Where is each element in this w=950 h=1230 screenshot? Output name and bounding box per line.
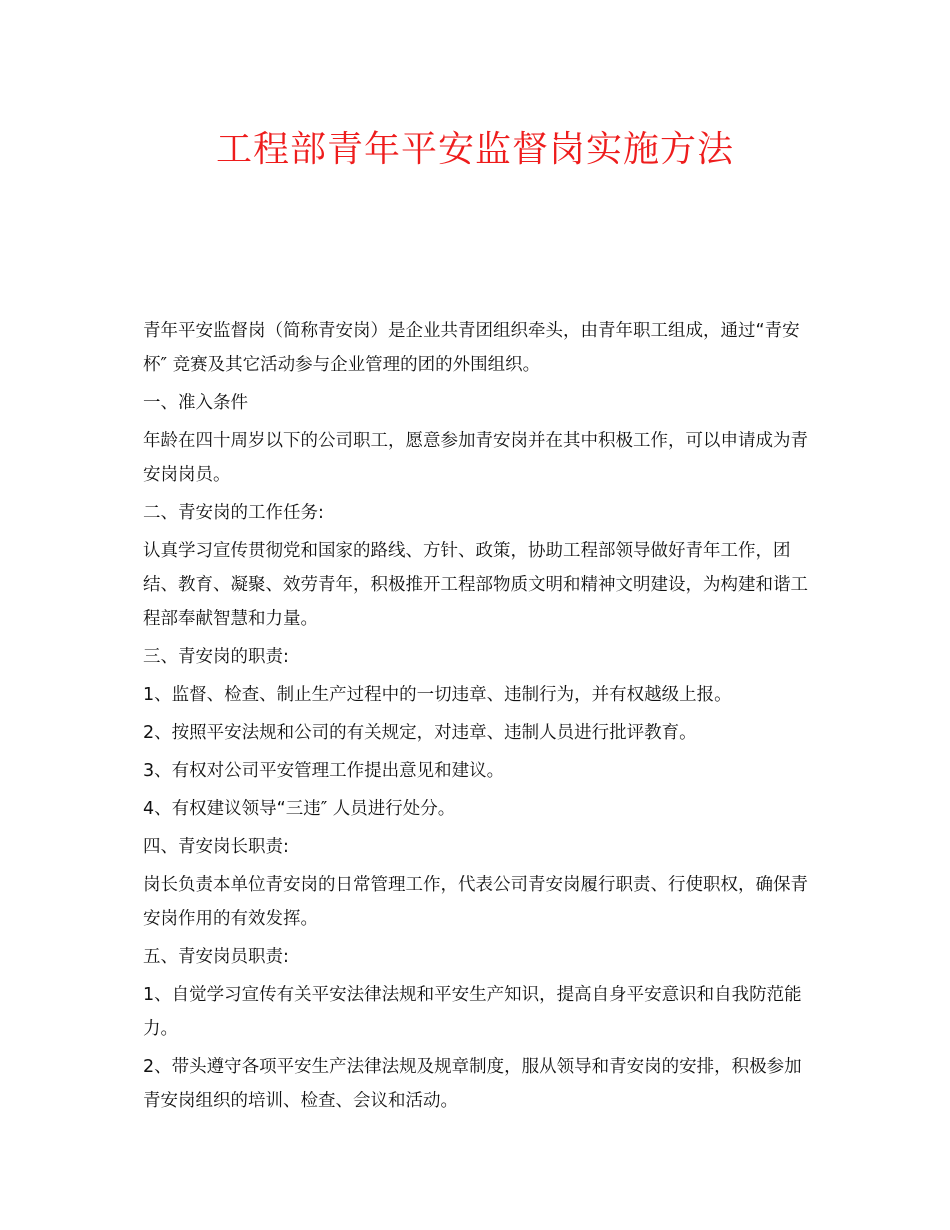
paragraph-admission: 年龄在四十周岁以下的公司职工，愿意参加青安岗并在其中积极工作，可以申请成为青安岗岗员。: [143, 431, 808, 485]
document-title: 工程部青年平安监督岗实施方法: [215, 129, 734, 170]
document-body: [143, 314, 808, 1122]
paragraph-intro: 青年平安监督岗（简称青安岗）是企业共青团组织牵头，由青年职工组成，通过“青安杯″ 竞赛及其它活动参与企业管理的团的外围组织。: [143, 321, 800, 375]
heading-tasks: 二、青安岗的工作任务:: [143, 503, 324, 523]
heading-duties: 三、青安岗的职责:: [143, 647, 289, 667]
member-duty-item-2: 2、带头遵守各项平安生产法律法规及规章制度，服从领导和青安岗的安排，积极参加青安岗组织的培训、检查、会议和活动。: [143, 1057, 802, 1111]
duty-item-2: 2、按照平安法规和公司的有关规定，对违章、违制人员进行批评教育。: [143, 723, 697, 743]
member-duty-item-1: 1、自觉学习宣传有关平安法律法规和平安生产知识，提高自身平安意识和自我防范能力。: [143, 985, 802, 1039]
paragraph-leader-duties: 岗长负责本单位青安岗的日常管理工作，代表公司青安岗履行职责、行使职权，确保青安岗作用的有效发挥。: [143, 875, 808, 929]
heading-leader-duties: 四、青安岗长职责:: [143, 837, 289, 857]
paragraph-tasks: 认真学习宣传贯彻党和国家的路线、方针、政策，协助工程部领导做好青年工作，团结、教育、凝聚、效劳青年，积极推开工程部物质文明和精神文明建设，为构建和谐工程部奉献智慧和力量。: [143, 541, 808, 629]
heading-admission: 一、准入条件: [143, 393, 248, 413]
duty-item-1: 1、监督、检查、制止生产过程中的一切违章、违制行为，并有权越级上报。: [143, 685, 732, 705]
duty-item-3: 3、有权对公司平安管理工作提出意见和建议。: [143, 761, 505, 781]
heading-member-duties: 五、青安岗员职责:: [143, 947, 289, 967]
duty-item-4: 4、有权建议领导“三违″ 人员进行处分。: [143, 799, 456, 819]
